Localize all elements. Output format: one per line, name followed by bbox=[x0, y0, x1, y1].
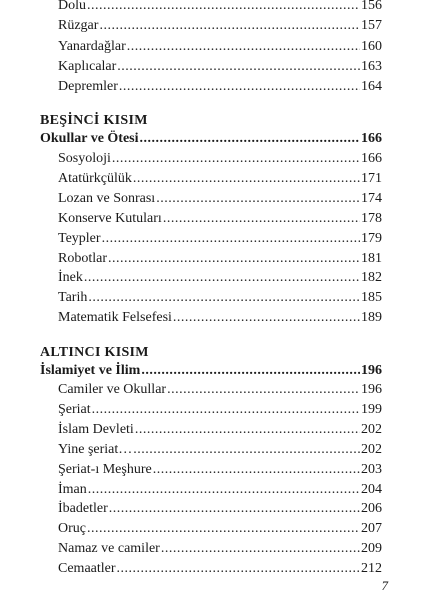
toc-entry-kaplicalar bbox=[58, 58, 382, 76]
toc-entry-page: 181 bbox=[361, 251, 382, 266]
toc-entry-title: Kaplıcalar bbox=[58, 59, 117, 74]
leader-dots bbox=[108, 250, 360, 268]
toc-entry-page: 207 bbox=[361, 521, 382, 536]
leader-dots bbox=[153, 461, 360, 479]
leader-dots bbox=[140, 130, 360, 148]
chapter-okullar-ve-otesi bbox=[40, 130, 382, 148]
toc-entry bbox=[58, 520, 382, 538]
toc-entry bbox=[58, 170, 382, 188]
leader-dots bbox=[87, 520, 360, 538]
chapter-title: İslamiyet ve İlim bbox=[40, 363, 141, 378]
chapter-page: 166 bbox=[361, 131, 382, 146]
toc-entry-title: Yine şeriat… bbox=[58, 442, 133, 457]
toc-entry-title: Atatürkçülük bbox=[58, 171, 132, 186]
toc-entry-page: 202 bbox=[361, 442, 382, 457]
toc-entry-page: 178 bbox=[361, 211, 382, 226]
toc-entry-title: Konserve Kutuları bbox=[58, 211, 162, 226]
leader-dots bbox=[127, 38, 360, 56]
leader-dots bbox=[167, 381, 360, 399]
toc-entry-title: Lozan ve Sonrası bbox=[58, 191, 156, 206]
toc-entry bbox=[58, 540, 382, 558]
leader-dots bbox=[87, 0, 360, 15]
toc-entry bbox=[58, 421, 382, 439]
toc-entry bbox=[58, 309, 382, 327]
leader-dots bbox=[102, 230, 360, 248]
leader-dots bbox=[117, 58, 360, 76]
toc-entry-page: 163 bbox=[361, 59, 382, 74]
toc-entry-title: İman bbox=[58, 482, 87, 497]
toc-entry-title: Matematik Felsefesi bbox=[58, 310, 172, 325]
toc-entry bbox=[58, 190, 382, 208]
toc-entry bbox=[58, 441, 382, 459]
leader-dots bbox=[112, 150, 360, 168]
toc-entry-title: Sosyoloji bbox=[58, 151, 111, 166]
leader-dots bbox=[92, 401, 360, 419]
toc-entry-page: 160 bbox=[361, 39, 382, 54]
leader-dots bbox=[163, 210, 360, 228]
toc-entry-ruzgar bbox=[58, 17, 382, 35]
toc-entry-title: Oruç bbox=[58, 521, 86, 536]
toc-entry-title: Şeriat bbox=[58, 402, 91, 417]
leader-dots bbox=[173, 309, 360, 327]
chapter-title: Okullar ve Ötesi bbox=[40, 131, 139, 146]
toc-entry-title: Dolu bbox=[58, 0, 86, 13]
toc-entry-page: 202 bbox=[361, 422, 382, 437]
toc-entry-page: 203 bbox=[361, 462, 382, 477]
toc-entry-title: Rüzgar bbox=[58, 18, 99, 33]
leader-dots bbox=[88, 481, 360, 499]
toc-entry-page: 174 bbox=[361, 191, 382, 206]
toc-entry bbox=[58, 250, 382, 268]
toc-entry-depremler bbox=[58, 78, 382, 96]
leader-dots bbox=[84, 269, 360, 287]
leader-dots bbox=[133, 170, 360, 188]
toc-entry bbox=[58, 210, 382, 228]
toc-entry-page: 204 bbox=[361, 482, 382, 497]
leader-dots bbox=[161, 540, 360, 558]
toc-entry bbox=[58, 401, 382, 419]
toc-entry-page: 209 bbox=[361, 541, 382, 556]
toc-entry-title: Şeriat-ı Meşhure bbox=[58, 462, 152, 477]
toc-entry-title: Camiler ve Okullar bbox=[58, 382, 167, 397]
toc-entry bbox=[58, 461, 382, 479]
toc-entry-title: Cemaatler bbox=[58, 561, 116, 576]
toc-entry-title: Robotlar bbox=[58, 251, 107, 266]
leader-dots bbox=[119, 78, 360, 96]
toc-entry-title: İslam Devleti bbox=[58, 422, 134, 437]
toc-entry bbox=[58, 150, 382, 168]
toc-entry-page: 185 bbox=[361, 290, 382, 305]
toc-entry-title: Namaz ve camiler bbox=[58, 541, 160, 556]
toc-entry-page: 164 bbox=[361, 79, 382, 94]
toc-entry-title: Teypler bbox=[58, 231, 101, 246]
leader-dots bbox=[156, 190, 360, 208]
chapter-islamiyet-ve-ilim bbox=[40, 362, 382, 380]
toc-entry-page: 189 bbox=[361, 310, 382, 325]
toc-entry-dolu bbox=[58, 0, 382, 15]
toc-entry-title: Depremler bbox=[58, 79, 118, 94]
part-heading-6: ALTINCI KISIM bbox=[40, 345, 149, 360]
toc-entry-page: 156 bbox=[361, 0, 382, 13]
leader-dots bbox=[88, 289, 360, 307]
leader-dots bbox=[135, 421, 360, 439]
toc-entry bbox=[58, 481, 382, 499]
toc-entry-page: 182 bbox=[361, 270, 382, 285]
toc-entry bbox=[58, 230, 382, 248]
leader-dots bbox=[109, 500, 360, 518]
toc-entry-page: 199 bbox=[361, 402, 382, 417]
toc-entry-page: 196 bbox=[361, 382, 382, 397]
leader-dots bbox=[99, 17, 360, 35]
leader-dots bbox=[141, 362, 360, 380]
toc-entry-page: 166 bbox=[361, 151, 382, 166]
toc-entry-page: 206 bbox=[361, 501, 382, 516]
leader-dots bbox=[117, 560, 360, 578]
part-heading-5: BEŞİNCİ KISIM bbox=[40, 113, 148, 128]
toc-entry bbox=[58, 269, 382, 287]
toc-entry-page: 179 bbox=[361, 231, 382, 246]
toc-entry-page: 212 bbox=[361, 561, 382, 576]
toc-entry-title: Tarih bbox=[58, 290, 88, 305]
toc-entry bbox=[58, 500, 382, 518]
toc-entry-page: 157 bbox=[361, 18, 382, 33]
toc-entry bbox=[58, 560, 382, 578]
chapter-page: 196 bbox=[361, 363, 382, 378]
page-number: 7 bbox=[381, 578, 388, 593]
toc-entry bbox=[58, 289, 382, 307]
toc-entry bbox=[58, 381, 382, 399]
toc-entry-yanardaglar bbox=[58, 38, 382, 56]
toc-entry-title: İnek bbox=[58, 270, 83, 285]
leader-dots bbox=[133, 441, 360, 459]
toc-entry-title: Yanardağlar bbox=[58, 39, 126, 54]
toc-entry-page: 171 bbox=[361, 171, 382, 186]
toc-entry-title: İbadetler bbox=[58, 501, 108, 516]
